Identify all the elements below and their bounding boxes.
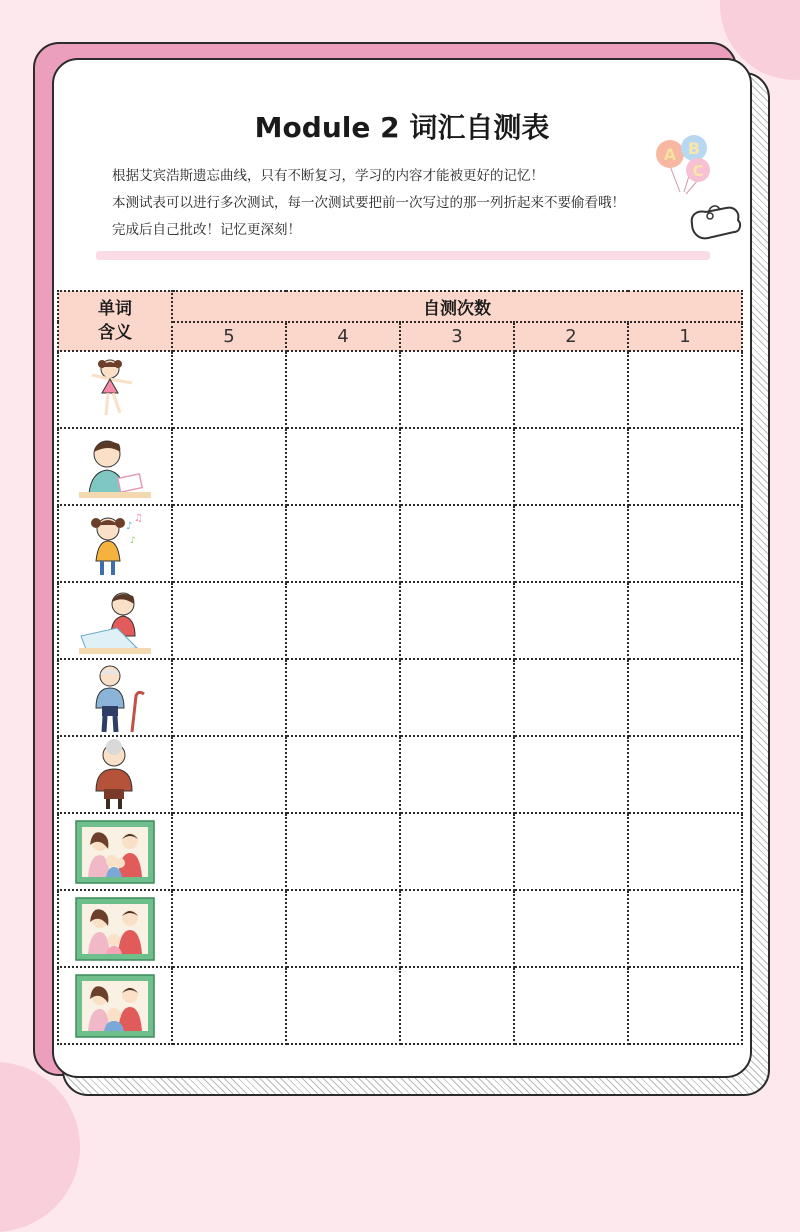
- column-header: 2: [514, 322, 628, 351]
- answer-cell[interactable]: [514, 428, 628, 505]
- answer-cell[interactable]: [400, 967, 514, 1044]
- svg-text:♫: ♫: [134, 512, 143, 524]
- divider-bar: [96, 251, 710, 260]
- answer-cell[interactable]: [172, 967, 286, 1044]
- answer-cell[interactable]: [400, 736, 514, 813]
- answer-cell[interactable]: [286, 813, 400, 890]
- balloon-letter: B: [687, 139, 701, 158]
- table-row: [58, 351, 742, 428]
- table-row: [58, 890, 742, 967]
- answer-cell[interactable]: [514, 967, 628, 1044]
- answer-cell[interactable]: [172, 505, 286, 582]
- abc-balloons-icon: [650, 130, 720, 200]
- answer-cell[interactable]: [286, 505, 400, 582]
- answer-cell[interactable]: [286, 736, 400, 813]
- word-meaning-header: [58, 291, 172, 351]
- column-header: 4: [286, 322, 400, 351]
- instruction-line: 本测试表可以进行多次测试，每一次测试要把前一次写过的那一列折起来不要偷看哦！: [112, 195, 625, 211]
- picture-cell: [58, 428, 172, 505]
- picture-cell: [58, 505, 172, 582]
- answer-cell[interactable]: [514, 351, 628, 428]
- answer-cell[interactable]: [400, 813, 514, 890]
- answer-cell[interactable]: [172, 351, 286, 428]
- answer-cell[interactable]: [628, 659, 742, 736]
- picture-cell: [58, 351, 172, 428]
- answer-cell[interactable]: [172, 736, 286, 813]
- dancing-girl-icon: [80, 355, 150, 425]
- picture-cell: [58, 890, 172, 967]
- answer-cell[interactable]: [286, 351, 400, 428]
- answer-cell[interactable]: [400, 351, 514, 428]
- picture-cell: [58, 659, 172, 736]
- svg-text:♪: ♪: [126, 520, 133, 532]
- answer-cell[interactable]: [514, 659, 628, 736]
- boy-drawing-icon: [77, 586, 153, 656]
- table-row: [58, 736, 742, 813]
- worksheet-card: [52, 58, 752, 1078]
- header-label: 含义: [98, 323, 132, 343]
- grandfather-icon: [80, 662, 150, 734]
- page-title: Module 2 词汇自测表: [254, 111, 550, 144]
- answer-cell[interactable]: [514, 813, 628, 890]
- answer-cell[interactable]: [400, 582, 514, 659]
- answer-cell[interactable]: [628, 736, 742, 813]
- picture-cell: [58, 582, 172, 659]
- boy-writing-icon: [77, 432, 153, 502]
- table-row: [58, 659, 742, 736]
- self-test-table: [57, 290, 743, 1045]
- girl-singing-icon: [80, 509, 150, 579]
- test-count-header: 自测次数: [172, 291, 742, 322]
- balloon-letter: A: [663, 145, 677, 164]
- instructions: [112, 163, 692, 244]
- answer-cell[interactable]: [286, 428, 400, 505]
- balloon-letter: C: [692, 162, 704, 180]
- picture-cell: [58, 736, 172, 813]
- answer-cell[interactable]: [172, 659, 286, 736]
- answer-cell[interactable]: [628, 505, 742, 582]
- answer-cell[interactable]: [172, 428, 286, 505]
- answer-cell[interactable]: [514, 890, 628, 967]
- family-photo-icon: [74, 819, 156, 885]
- tag-icon: [686, 202, 746, 246]
- answer-cell[interactable]: [172, 582, 286, 659]
- answer-cell[interactable]: [514, 505, 628, 582]
- answer-cell[interactable]: [172, 813, 286, 890]
- answer-cell[interactable]: [172, 890, 286, 967]
- answer-cell[interactable]: [400, 505, 514, 582]
- family-photo-icon: [74, 896, 156, 962]
- answer-cell[interactable]: [628, 582, 742, 659]
- answer-cell[interactable]: [628, 967, 742, 1044]
- answer-cell[interactable]: [628, 813, 742, 890]
- answer-cell[interactable]: [286, 659, 400, 736]
- answer-cell[interactable]: [286, 967, 400, 1044]
- answer-cell[interactable]: [400, 890, 514, 967]
- answer-cell[interactable]: [400, 428, 514, 505]
- answer-cell[interactable]: [628, 428, 742, 505]
- column-header: 1: [628, 322, 742, 351]
- column-header: 3: [400, 322, 514, 351]
- svg-text:♪: ♪: [130, 535, 136, 546]
- instruction-line: 根据艾宾浩斯遗忘曲线，只有不断复习，学习的内容才能被更好的记忆！: [112, 168, 544, 184]
- header-label: 单词: [98, 299, 132, 319]
- answer-cell[interactable]: [400, 659, 514, 736]
- picture-cell: [58, 813, 172, 890]
- grandmother-icon: [80, 739, 150, 811]
- table-row: [58, 813, 742, 890]
- picture-cell: [58, 967, 172, 1044]
- answer-cell[interactable]: [514, 736, 628, 813]
- column-header: 5: [172, 322, 286, 351]
- answer-cell[interactable]: [628, 351, 742, 428]
- answer-cell[interactable]: [514, 582, 628, 659]
- answer-cell[interactable]: [628, 890, 742, 967]
- table-row: [58, 505, 742, 582]
- table-row: [58, 428, 742, 505]
- answer-cell[interactable]: [286, 890, 400, 967]
- table-row: [58, 967, 742, 1044]
- family-photo-icon: [74, 973, 156, 1039]
- instruction-line: 完成后自己批改！记忆更深刻！: [112, 222, 301, 238]
- table-row: [58, 582, 742, 659]
- answer-cell[interactable]: [286, 582, 400, 659]
